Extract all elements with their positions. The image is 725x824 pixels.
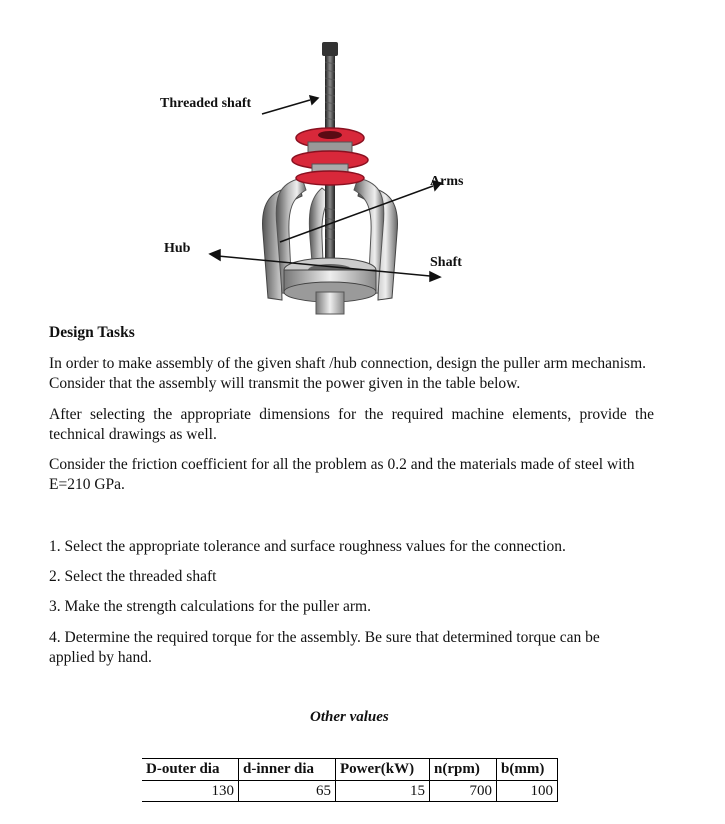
paragraph-intro: In order to make assembly of the given shaft /hub connection, design the puller arm mechanism. Consider that the assembly will transmit the power given in the table below. (49, 355, 647, 392)
table-title: Other values (310, 709, 389, 725)
header-rpm: n(rpm) (430, 759, 497, 781)
value-d-inner: 65 (239, 781, 336, 802)
label-hub: Hub (164, 241, 191, 256)
header-b: b(mm) (497, 759, 558, 781)
paragraph-friction: Consider the friction coefficient for all the problem as 0.2 and the materials made of steel with E=210 GPa. (49, 456, 635, 493)
red-ring-bottom (296, 171, 364, 185)
label-shaft: Shaft (430, 255, 462, 270)
value-rpm: 700 (430, 781, 497, 802)
label-threaded-shaft: Threaded shaft (160, 96, 252, 111)
rod-hex-end (322, 42, 338, 56)
header-d-inner: d-inner dia (239, 759, 336, 781)
paragraph-drawings: After selecting the appropriate dimensions for the required machine elements, provide the technical drawings as well. (49, 406, 654, 443)
value-b: 100 (497, 781, 558, 802)
table-row (142, 781, 558, 802)
design-tasks-heading: Design Tasks (49, 324, 135, 341)
task-item-3: 3. Make the strength calculations for the puller arm. (49, 598, 371, 615)
header-d-outer: D-outer dia (142, 759, 239, 781)
values-table (142, 758, 558, 802)
shaft-body (316, 292, 344, 314)
value-power: 15 (336, 781, 430, 802)
task-item-2: 2. Select the threaded shaft (49, 568, 217, 585)
value-d-outer: 130 (142, 781, 239, 802)
header-power: Power(kW) (336, 759, 430, 781)
table-header-row (142, 759, 558, 781)
red-ring-hole (318, 131, 342, 139)
task-item-1: 1. Select the appropriate tolerance and surface roughness values for the connection. (49, 538, 566, 555)
label-arms: Arms (430, 174, 464, 189)
task-item-4: 4. Determine the required torque for the assembly. Be sure that determined torque can be applied by hand. (49, 629, 600, 666)
